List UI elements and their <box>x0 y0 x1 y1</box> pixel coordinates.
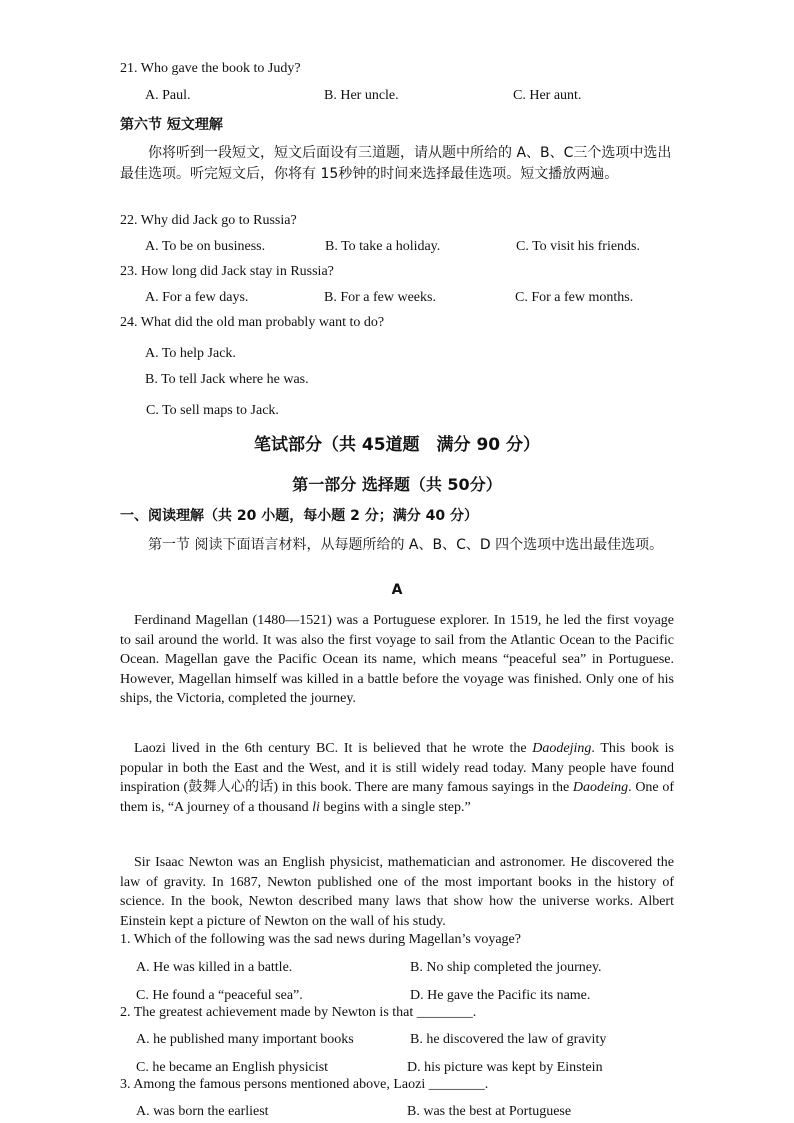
para2-part-d: begins with a single step.” <box>319 799 471 815</box>
q21-option-a: A. Paul. <box>145 88 191 103</box>
passage-paragraph-1 <box>120 611 674 709</box>
question-2: 2. The greatest achievement made by Newton is that ________. <box>120 1005 477 1020</box>
question-22: 22. Why did Jack go to Russia? <box>120 213 297 228</box>
question-21: 21. Who gave the book to Judy? <box>120 61 301 76</box>
unit-li: li <box>312 799 320 815</box>
written-part-title: 笔试部分（共 45道题 满分 90 分） <box>253 435 541 455</box>
passage-paragraph-3 <box>120 853 674 931</box>
q21-option-b: B. Her uncle. <box>324 88 399 103</box>
para2-part-c: . One of them is, “A journey of a thousand <box>120 780 674 815</box>
q1-option-c: C. He found a “peaceful sea”. <box>136 988 303 1003</box>
para2-part-b: . This book is popular in both the East and the West, and it is still widely read today. Many people have found inspiration (鼓舞人心的话) in this book. There are many famous sayings in the <box>120 741 674 795</box>
question-24: 24. What did the old man probably want to do? <box>120 315 385 330</box>
part-1-title: 第一部分 选择题（共 50分） <box>292 475 502 494</box>
q2-option-c: C. he became an English physicist <box>136 1060 329 1075</box>
q24-option-a: A. To help Jack. <box>145 346 236 361</box>
passage-paragraph-2 <box>120 739 674 817</box>
q24-option-c: C. To sell maps to Jack. <box>146 403 279 418</box>
book-title-2: Daodeing <box>572 780 629 795</box>
q21-option-c: C. Her aunt. <box>513 88 582 103</box>
paragraph-2-text <box>120 739 674 817</box>
q23-option-a: A. For a few days. <box>145 290 249 305</box>
q3-option-b: B. was the best at Portuguese <box>407 1104 572 1119</box>
q2-option-d: D. his picture was kept by Einstein <box>407 1060 603 1075</box>
q1-option-d: D. He gave the Pacific its name. <box>410 988 591 1003</box>
reading-section-title: 一、阅读理解（共 20 小题，每小题 2 分；满分 40 分） <box>120 508 478 524</box>
section-6-title: 第六节 短文理解 <box>120 117 223 133</box>
q2-option-a: A. he published many important books <box>136 1032 354 1047</box>
q22-option-b: B. To take a holiday. <box>325 239 441 254</box>
paragraph-3-text: Sir Isaac Newton was an English physicist, mathematician and astronomer. He discovered the law of gravity. In 1687, Newton published one of the most important books in the history of science. In the book, Newton described many laws that show how the universe works. Albert Einstein kept a picture of Newton on the wall of his study. <box>120 855 674 929</box>
reading-instructions: 第一节 阅读下面语言材料，从每题所给的 A、B、C、D 四个选项中选出最佳选项。 <box>148 537 664 553</box>
section-6-instructions: 你将听到一段短文，短文后面设有三道题，请从题中所给的 A、B、C三个选项中选出最佳选项。听完短文后，你将有 15秒钟的时间来选择最佳选项。短文播放两遍。 <box>120 145 672 182</box>
q23-option-c: C. For a few months. <box>515 290 634 305</box>
question-3: 3. Among the famous persons mentioned above, Laozi ________. <box>120 1077 489 1092</box>
q1-option-b: B. No ship completed the journey. <box>410 960 602 975</box>
question-1: 1. Which of the following was the sad news during Magellan’s voyage? <box>120 932 521 947</box>
paragraph-1-text: Ferdinand Magellan (1480—1521) was a Portuguese explorer. In 1519, he led the first voyage to sail around the world. It was also the first voyage to sail from the Atlantic Ocean to the Pacific Ocean. Magellan gave the Pacific Ocean its name, which means “peaceful sea” in Portuguese. However, Magellan himself was killed in a battle before the voyage was finished. Only one of his ships, the Victoria, completed the journey. <box>120 613 674 706</box>
q3-option-a: A. was born the earliest <box>136 1104 269 1119</box>
q1-option-a: A. He was killed in a battle. <box>136 960 293 975</box>
book-title: Daodejing <box>532 741 592 756</box>
q2-option-b: B. he discovered the law of gravity <box>410 1032 607 1047</box>
q24-option-b: B. To tell Jack where he was. <box>145 372 309 387</box>
q23-option-b: B. For a few weeks. <box>324 290 436 305</box>
q22-option-a: A. To be on business. <box>145 239 266 254</box>
q22-option-c: C. To visit his friends. <box>516 239 640 254</box>
question-23: 23. How long did Jack stay in Russia? <box>120 264 334 279</box>
passage-label: A <box>391 582 403 598</box>
para2-part-a: Laozi lived in the 6th century BC. It is believed that he wrote the <box>134 741 533 756</box>
